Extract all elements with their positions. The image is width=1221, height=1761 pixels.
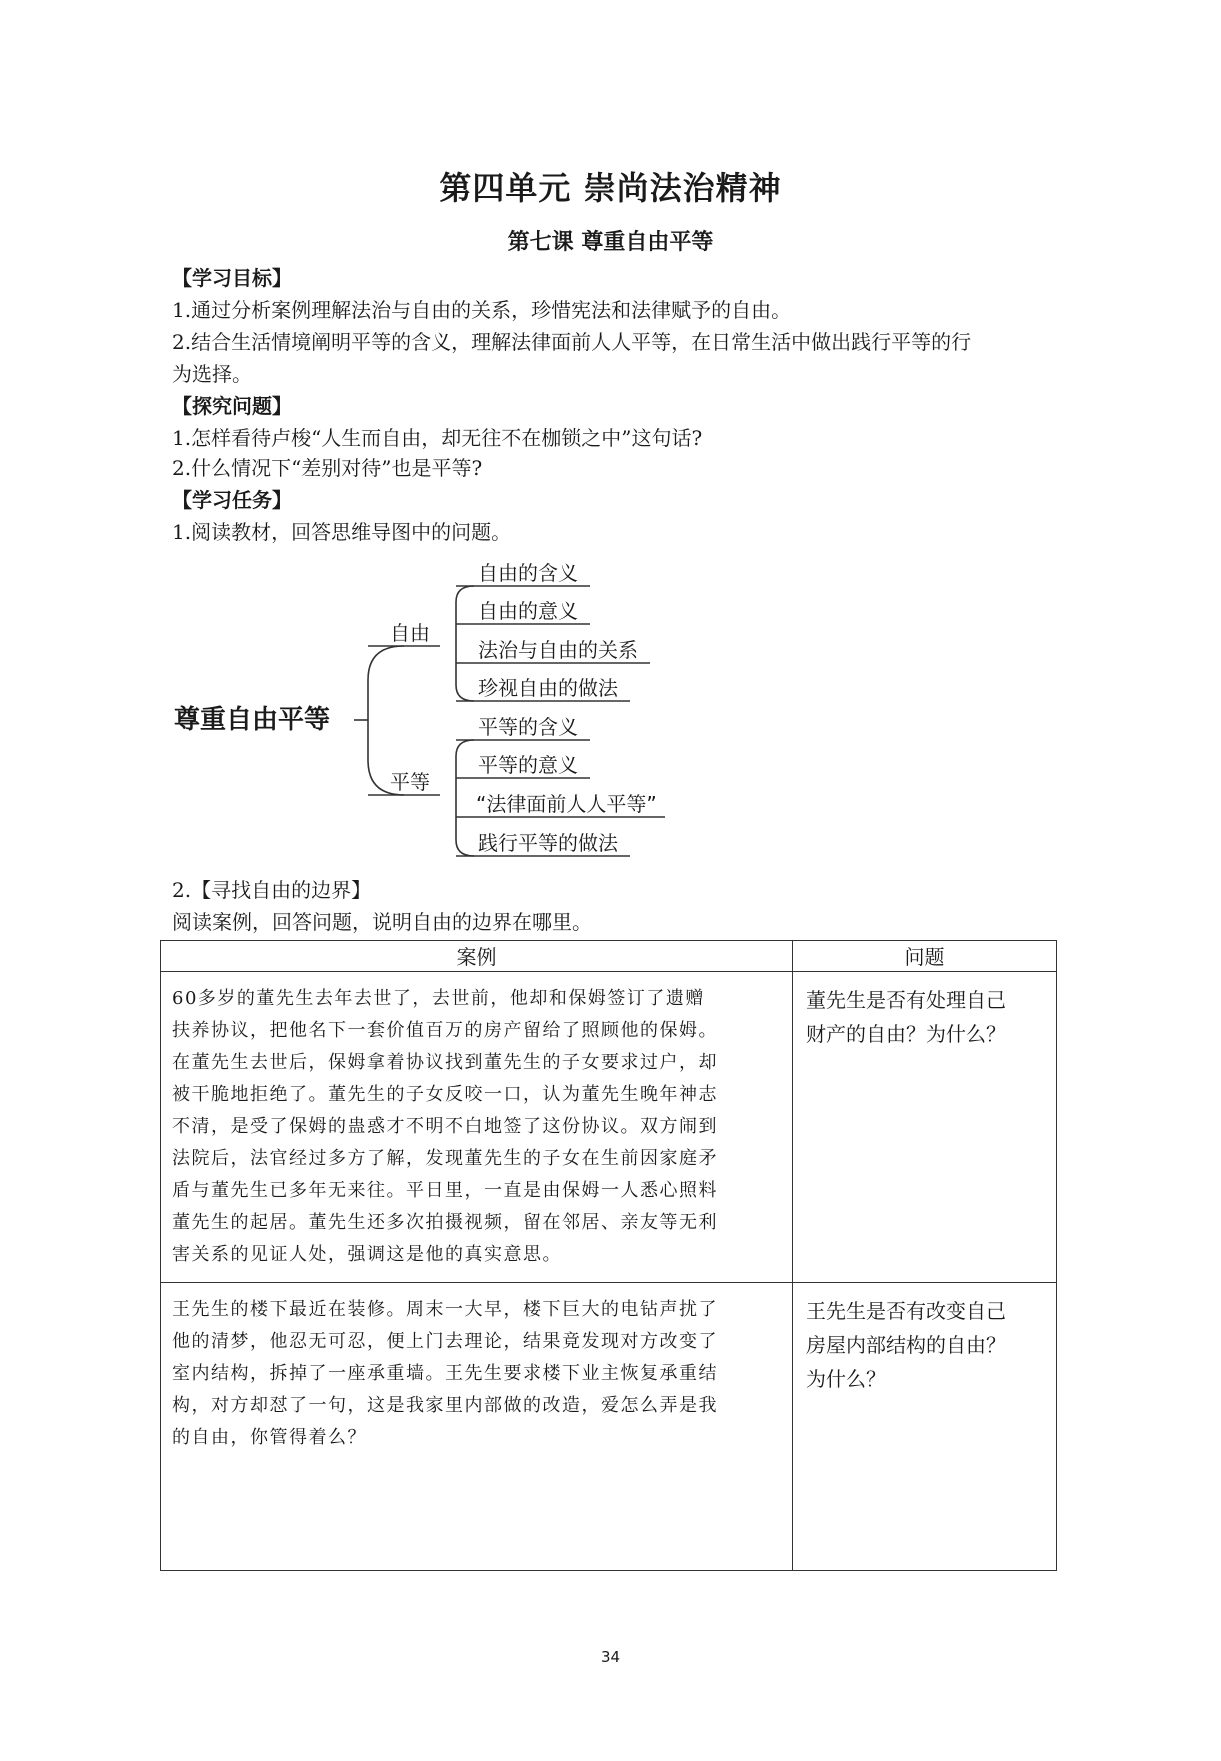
case-line: 不清，是受了保姆的蛊惑才不明不白地签了这份协议。双方闹到 bbox=[172, 1116, 718, 1137]
question-line: 房屋内部结构的自由？ bbox=[806, 1333, 1006, 1357]
case-cell bbox=[161, 972, 793, 1283]
questions-heading: 【探究问题】 bbox=[172, 394, 292, 418]
objective-item-2: 2.结合生活情境阐明平等的含义，理解法律面前人人平等，在日常生活中做出践行平等的行 bbox=[172, 330, 972, 354]
header-question: 问题 bbox=[793, 941, 1057, 972]
case-line: 王先生的楼下最近在装修。周末一大早，楼下巨大的电钻声扰了 bbox=[172, 1299, 718, 1320]
mindmap-leaf-freedom-significance: 自由的意义 bbox=[478, 599, 578, 623]
mindmap-freedom-bracket bbox=[456, 586, 474, 701]
case-line: 他的清梦，他忍无可忍，便上门去理论，结果竟发现对方改变了 bbox=[172, 1331, 718, 1352]
case-table bbox=[160, 940, 1057, 1571]
case-line: 60多岁的董先生去年去世了，去世前，他却和保姆签订了遗赠 bbox=[172, 988, 705, 1009]
case-line: 构，对方却怼了一句，这是我家里内部做的改造，爱怎么弄是我 bbox=[172, 1395, 718, 1416]
mindmap-freedom-children bbox=[456, 561, 650, 701]
case-line: 法院后，法官经过多方了解，发现董先生的子女在生前因家庭矛 bbox=[172, 1148, 718, 1169]
task-2-intro: 阅读案例，回答问题，说明自由的边界在哪里。 bbox=[172, 910, 592, 934]
mindmap-branch-equality: 平等 bbox=[390, 770, 430, 794]
question-cell bbox=[793, 1283, 1057, 1571]
case-line: 董先生的起居。董先生还多次拍摄视频，留在邻居、亲友等无利 bbox=[172, 1212, 718, 1233]
objective-item-1: 1.通过分析案例理解法治与自由的关系，珍惜宪法和法律赋予的自由。 bbox=[172, 298, 792, 322]
mindmap-leaf-equality-significance: 平等的意义 bbox=[478, 753, 578, 777]
question-line: 王先生是否有改变自己 bbox=[806, 1299, 1006, 1323]
mindmap-leaf-equal-before-law: “法律面前人人平等” bbox=[476, 792, 657, 816]
lesson-title: 第七课 尊重自由平等 bbox=[507, 230, 714, 255]
case-line: 的自由，你管得着么？ bbox=[172, 1427, 367, 1448]
table-header-row bbox=[161, 941, 1057, 972]
case-line: 扶养协议，把他名下一套价值百万的房产留给了照顾他的保姆。 bbox=[172, 1020, 718, 1041]
case-line: 害关系的见证人处，强调这是他的真实意思。 bbox=[172, 1244, 562, 1265]
question-line: 为什么？ bbox=[806, 1367, 886, 1391]
header-case: 案例 bbox=[161, 941, 793, 972]
mindmap-leaf-freedom-meaning: 自由的含义 bbox=[478, 561, 578, 585]
case-line: 在董先生去世后，保姆拿着协议找到董先生的子女要求过户，却 bbox=[172, 1052, 718, 1073]
mindmap-leaf-cherish-freedom: 珍视自由的做法 bbox=[478, 676, 618, 700]
question-item-2: 2.什么情况下“差别对待”也是平等? bbox=[172, 456, 483, 480]
mindmap-equality-bracket bbox=[456, 740, 474, 856]
objectives-heading: 【学习目标】 bbox=[172, 266, 292, 290]
mindmap-equality-children bbox=[456, 715, 665, 856]
question-item-1: 1.怎样看待卢梭“人生而自由，却无往不在枷锁之中”这句话? bbox=[172, 426, 703, 450]
mindmap-root: 尊重自由平等 bbox=[174, 705, 331, 735]
case-line: 盾与董先生已多年无来往。平日里，一直是由保姆一人悉心照料 bbox=[172, 1180, 718, 1201]
mindmap-branch-freedom: 自由 bbox=[390, 621, 430, 645]
task-1: 1.阅读教材，回答思维导图中的问题。 bbox=[172, 520, 512, 544]
case-line: 室内结构，拆掉了一座承重墙。王先生要求楼下业主恢复承重结 bbox=[172, 1363, 718, 1384]
mindmap-leaf-practice-equality: 践行平等的做法 bbox=[478, 831, 618, 855]
case-line: 被干脆地拒绝了。董先生的子女反咬一口，认为董先生晚年神志 bbox=[172, 1084, 718, 1105]
objective-item-2-cont: 为选择。 bbox=[172, 362, 252, 386]
question-line: 董先生是否有处理自己 bbox=[806, 988, 1006, 1012]
case-cell bbox=[161, 1283, 793, 1571]
table-row bbox=[161, 972, 1057, 1283]
table-row bbox=[161, 1283, 1057, 1571]
task-2-heading: 2.【寻找自由的边界】 bbox=[172, 878, 372, 902]
question-line: 财产的自由？为什么？ bbox=[806, 1022, 1006, 1046]
question-cell bbox=[793, 972, 1057, 1283]
unit-title: 第四单元 崇尚法治精神 bbox=[439, 169, 782, 207]
mindmap-leaf-law-freedom-relation: 法治与自由的关系 bbox=[478, 638, 638, 662]
mindmap-root-bracket bbox=[368, 646, 404, 795]
tasks-heading: 【学习任务】 bbox=[172, 488, 292, 512]
page-number: 34 bbox=[600, 1648, 621, 1666]
mindmap-leaf-equality-meaning: 平等的含义 bbox=[478, 715, 578, 739]
